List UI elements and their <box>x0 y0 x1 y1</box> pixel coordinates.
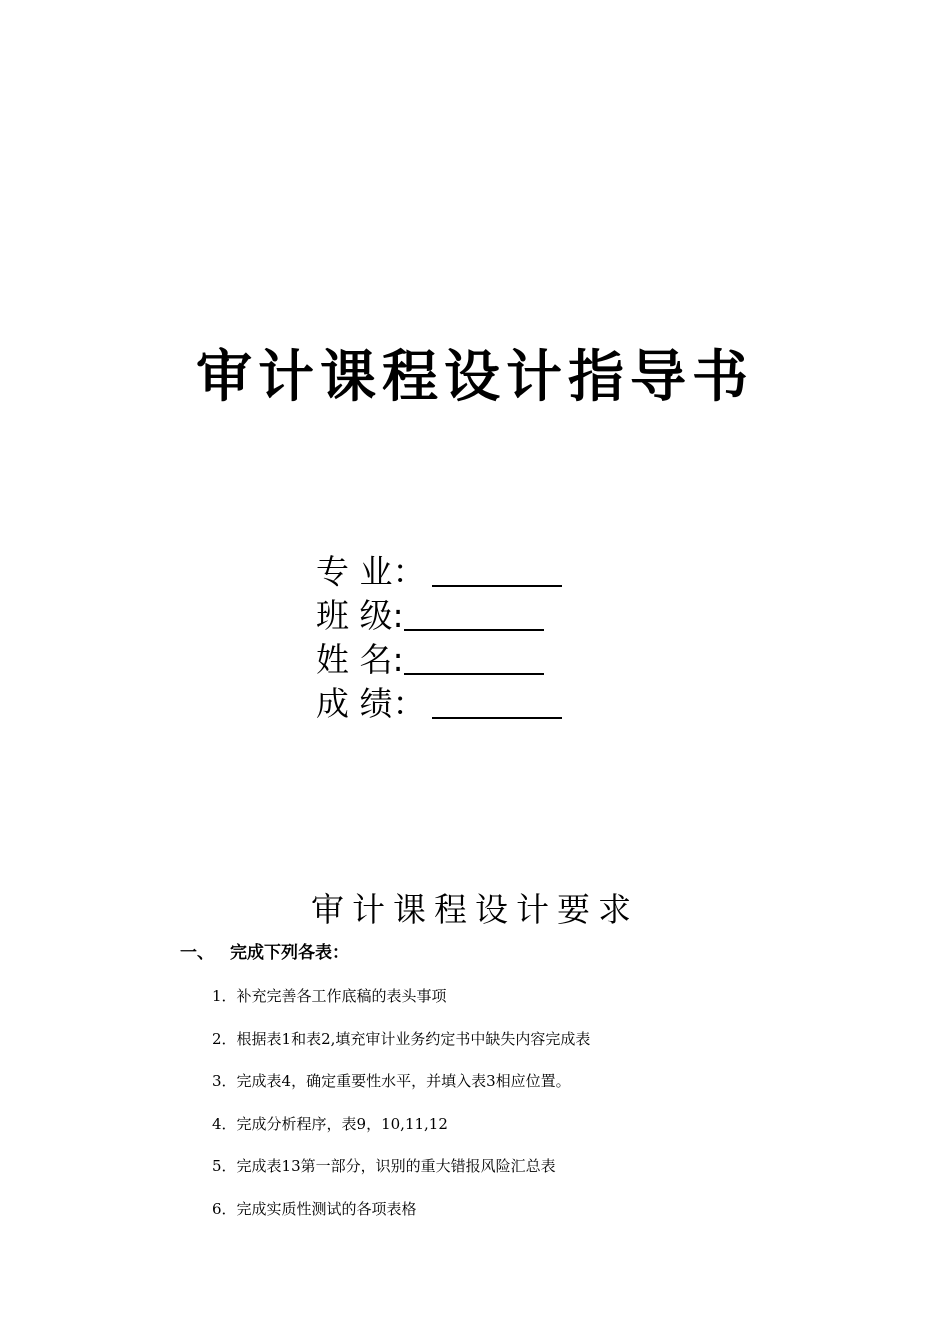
section-heading <box>180 938 349 968</box>
class-label: 班 级: <box>316 596 404 635</box>
list-item: 5．完成表13第一部分，识别的重大错报风险汇总表 <box>212 1157 556 1176</box>
major-blank-line <box>432 551 562 587</box>
student-info-fields <box>316 548 636 724</box>
name-label: 姓 名: <box>316 640 404 679</box>
list-item: 6．完成实质性测试的各项表格 <box>212 1199 417 1218</box>
class-blank-line <box>404 595 544 631</box>
name-blank-line <box>404 639 544 675</box>
list-item: 4．完成分析程序，表9，10,11,12 <box>212 1114 448 1133</box>
grade-field <box>316 680 636 724</box>
major-field <box>316 548 636 592</box>
requirement-list <box>212 982 892 1238</box>
section-title: 完成下列各表： <box>230 943 349 963</box>
class-field <box>316 592 636 636</box>
section-number: 一、 <box>180 943 214 963</box>
list-item: 1．补充完善各工作底稿的表头事项 <box>212 987 447 1005</box>
major-label: 专 业： <box>316 552 426 591</box>
requirements-title: 审计课程设计要求 <box>311 890 639 929</box>
grade-label: 成 绩： <box>316 684 426 723</box>
document-title: 审计课程设计指导书 <box>196 345 754 410</box>
grade-blank-line <box>432 683 562 719</box>
list-item: 3．完成表4，确定重要性水平，并填入表3相应位置。 <box>212 1072 571 1091</box>
name-field <box>316 636 636 680</box>
list-item: 2．根据表1和表2,填充审计业务约定书中缺失内容完成表 <box>212 1029 591 1048</box>
